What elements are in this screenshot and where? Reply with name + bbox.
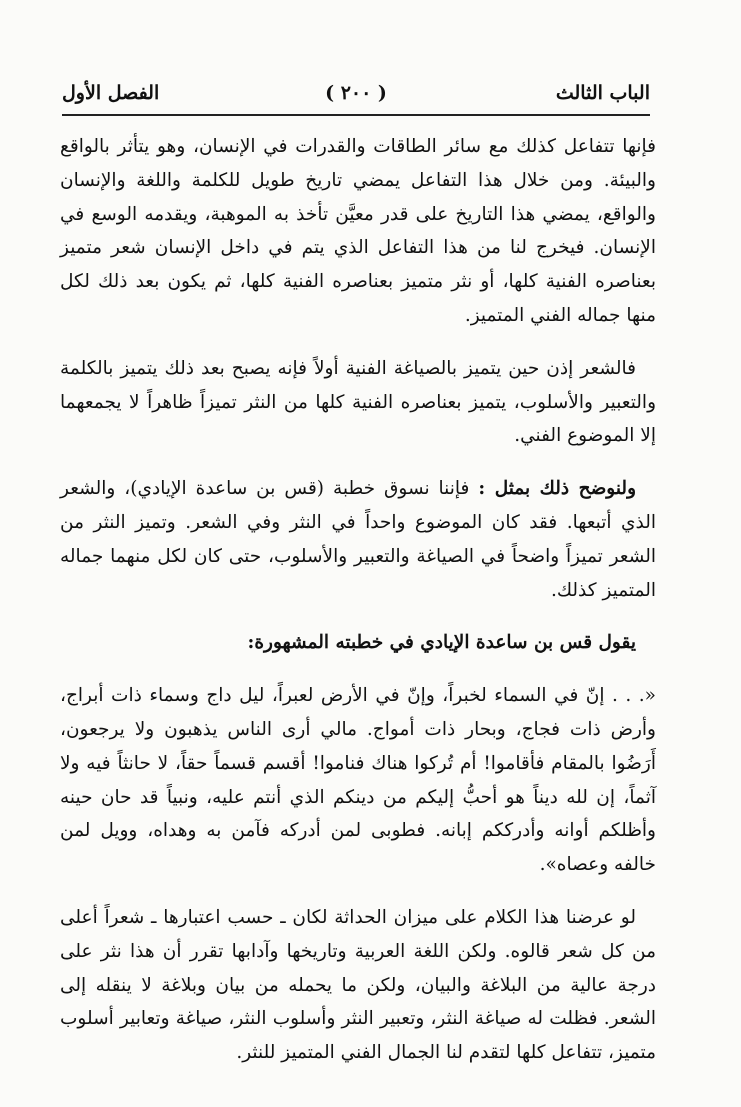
paragraph-1: فإنها تتفاعل كذلك مع سائر الطاقات والقدرات في الإنسان، وهو يتأثر بالواقع والبيئة. ومن خلال هذا التفاعل يمضي تاريخ طويل للكلمة واللغة والإنسان والواقع، يمضي هذا التاريخ على قدر معيَّن تأخذ به الموهبة، ويقدمه الوسع في الإنسان. فيخرج لنا من هذا التفاعل الذي يتم في داخل الإنسان شعر متميز بعناصره الفنية كلها، أو نثر متميز بعناصره الفنية كلها، ثم يكون بعد ذلك لكل منها جماله الفني المتميز. xyxy=(60,136,656,326)
running-header xyxy=(62,82,650,112)
paragraph-2: فالشعر إذن حين يتميز بالصياغة الفنية أولاً فإنه يصبح بعد ذلك يتميز بالكلمة والتعبير والأسلوب، يتميز بعناصره الفنية كلها من النثر تميزاً ظاهراً لا يجمعهما إلا الموضوع الفني. xyxy=(60,357,656,447)
paragraph-3 xyxy=(60,472,656,607)
chapter-title: الباب الثالث xyxy=(555,82,650,104)
body-text xyxy=(60,130,656,1089)
quoted-sermon: «. . . إنّ في السماء لخبراً، وإنّ في الأرض لعبراً، ليل داج وسماء ذات أبراج، وأرض ذات فجاج، وبحار ذات أمواج. مالي أرى الناس يذهبون ولا يرجعون، أَرَضُوا بالمقام فأقاموا! أم تُركوا هناك فناموا! أقسم قسماً حقاً، لا حانثاً فيه ولا آثماً، إن لله ديناً هو أحبُّ إليكم من دينكم الذي أنتم عليه، ونبياً قد حان حينه وأظلكم أوانه وأدرككم إبانه. فطوبى لمن أدركه فآمن به وهداه، وويل لمن خالفه وعصاه». xyxy=(60,685,656,876)
header-divider xyxy=(62,114,650,116)
section-title: الفصل الأول xyxy=(62,82,160,104)
paragraph-3-rest: فإننا نسوق خطبة (قس بن ساعدة الإيادي)، والشعر الذي أتبعها. فقد كان الموضوع واحداً في النثر وفي الشعر. وتميز النثر من الشعر تميزاً واضحاً في الصياغة والتعبير والأسلوب، حتى كان لكل منهما جماله المتميز كذلك. xyxy=(60,478,656,601)
quote-intro: يقول قس بن ساعدة الإيادي في خطبته المشهورة: xyxy=(247,632,636,654)
paragraph-6: لو عرضنا هذا الكلام على ميزان الحداثة لكان ـ حسب اعتبارها ـ شعراً أعلى من كل شعر قالوه. ولكن اللغة العربية وتاريخها وآدابها تقرر أن هذا نثر على درجة عالية من البلاغة والبيان، ولكن ما يحمله من بيان وبلاغة لا ينقله إلى الشعر. فظلت له صياغة النثر، وتعبير النثر وأسلوب النثر، صياغة وتعابير أسلوب متميز، تتفاعل كلها لتقدم لنا الجمال الفني المتميز للنثر. xyxy=(60,906,656,1064)
paragraph-3-lead: ولنوضح ذلك بمثل : xyxy=(478,478,636,500)
page-number: ( ٢٠٠ ) xyxy=(325,82,387,104)
